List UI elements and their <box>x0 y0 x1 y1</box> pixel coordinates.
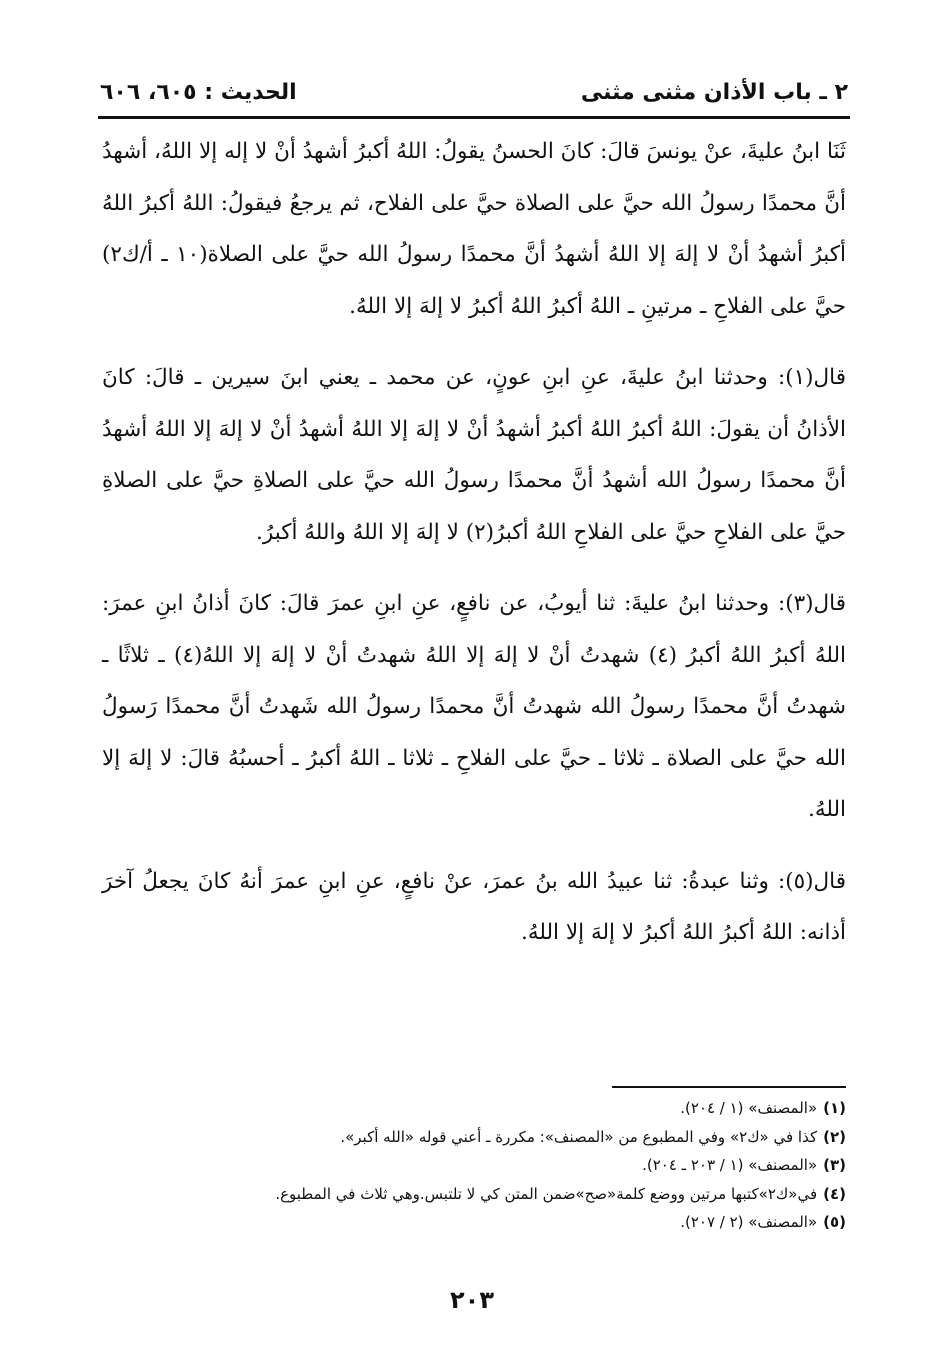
footnote-text: في«ك٢»كتبها مرتين ووضع كلمة«صح»ضمن المتن كي لا تلتبس.وهي ثلاث في المطبوع. <box>275 1184 818 1203</box>
running-header <box>100 72 848 112</box>
main-text <box>102 126 846 979</box>
footnote-5 <box>102 1208 846 1237</box>
footnote-number: (٥) <box>823 1213 846 1231</box>
hadith-range: الحديث : ٦٠٥، ٦٠٦ <box>100 79 297 105</box>
footnote-1 <box>102 1094 846 1123</box>
chapter-title: ٢ ـ باب الأذان مثنى مثنى <box>580 79 848 105</box>
footnote-text: «المصنف» (١ / ٢٠٤). <box>680 1099 818 1117</box>
footnote-number: (٢) <box>823 1127 846 1146</box>
footnote-2 <box>102 1123 846 1152</box>
header-divider <box>98 116 850 119</box>
footnote-number: (٤) <box>823 1184 846 1203</box>
paragraph-4: قال(٥): وثنا عبدةُ: ثنا عبيدُ الله بنُ عمرَ، عنْ نافعٍ، عنِ ابنِ عمرَ أنهُ كانَ يجعلُ آخرَ أذانه: اللهُ أكبرُ اللهُ أكبرُ لا إلهَ إلا اللهُ. <box>102 868 846 945</box>
footnote-4 <box>102 1180 846 1209</box>
paragraph-1: ثَنَا ابنُ عليةَ، عنْ يونسَ قالَ: كانَ الحسنُ يقولُ: اللهُ أكبرُ أشهدُ أنْ لا إله إلا اللهُ، أشهدُ أنَّ محمدًا رسولُ الله حيَّ على الصلاة حيَّ على الفلاح، ثم يرجعُ فيقولُ: اللهُ أكبرُ اللهُ أكبرُ أشهدُ أنْ لا إلهَ إلا اللهُ أشهدُ أنَّ محمدًا رسولُ الله حيَّ على الصلاة(١٠ ـ أ/ك٢) حيَّ على الفلاحِ ـ مرتينِ ـ اللهُ أكبرُ اللهُ أكبرُ لا إلهَ إلا اللهُ. <box>102 139 847 319</box>
paragraph-2: قال(١): وحدثنا ابنُ عليةَ، عنِ ابنِ عونٍ، عن محمد ـ يعني ابنَ سيرين ـ قالَ: كانَ الأذانُ أن يقولَ: اللهُ أكبرُ اللهُ أكبرُ أشهدُ أنْ لا إلهَ إلا اللهُ أشهدُ أنْ لا إلهَ إلا اللهُ أشهدُ أنَّ محمدًا رسولُ الله أشهدُ أنَّ محمدًا رسولُ الله حيَّ على الصلاةِ حيَّ على الصلاةِ حيَّ على الفلاحِ حيَّ على الفلاحِ اللهُ أكبرُ(٢) لا إلهَ إلا اللهُ واللهُ أكبرُ. <box>102 365 846 545</box>
footnote-number: (٣) <box>823 1156 846 1174</box>
paragraph-3: قال(٣): وحدثنا ابنُ عليةَ: ثنا أيوبُ، عن نافعٍ، عنِ ابنِ عمرَ قالَ: كانَ أذانُ ابنِ عمرَ: اللهُ أكبرُ اللهُ أكبرُ (٤) شهدتُ أنْ لا إلهَ إلا اللهُ شهدتُ أنْ لا إلهَ إلا اللهُ(٤) ـ ثلاثًا ـ شهدتُ أنَّ محمدًا رسولُ الله شهدتُ أنَّ محمدًا رسولُ الله شَهدتُ أنَّ محمدًا رَسولُ الله حيَّ على الصلاة ـ ثلاثا ـ حيَّ على الفلاحِ ـ ثلاثا ـ اللهُ أكبرُ ـ أحسبُهُ قالَ: لا إلهَ إلا اللهُ. <box>102 591 846 822</box>
footnote-3 <box>102 1151 846 1180</box>
footnote-text: «المصنف» (١ / ٢٠٣ ـ ٢٠٤). <box>642 1156 818 1174</box>
footnote-text: كذا في «ك٢» وفي المطبوع من «المصنف»: مكررة ـ أعني قوله «الله أكبر». <box>340 1127 818 1146</box>
footnotes <box>102 1094 846 1237</box>
footnote-text: «المصنف» (٢ / ٢٠٧). <box>680 1213 818 1231</box>
footnote-divider <box>612 1086 846 1088</box>
page-number: ٢٠٣ <box>450 1286 494 1314</box>
footnote-number: (١) <box>823 1099 846 1117</box>
